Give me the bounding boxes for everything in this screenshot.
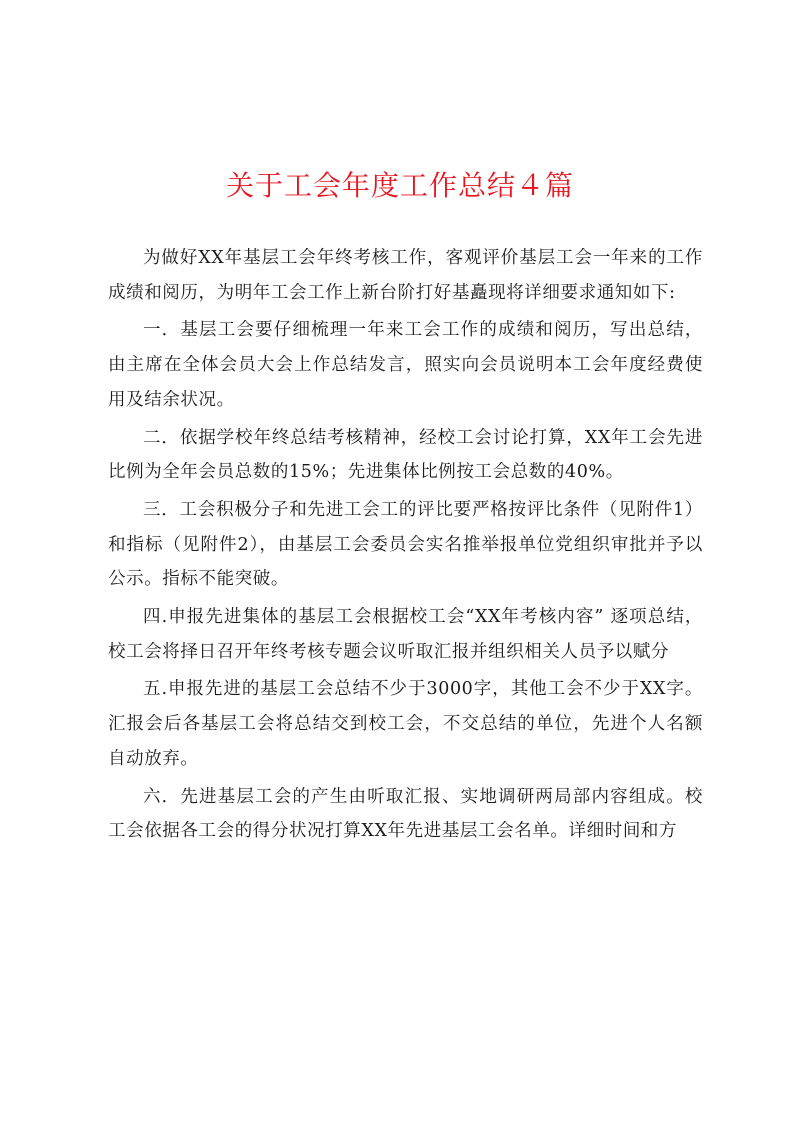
paragraph-item-6: 六．先进基层工会的产生由听取汇报、实地调研两局部内容组成。校工会依据各工会的得分状况打算XX年先进基层工会名单。详细时间和方 — [108, 786, 703, 842]
document-body — [108, 241, 703, 852]
document-title: 关于工会年度工作总结４篇 — [225, 169, 574, 202]
paragraph-item-1: 一．基层工会要仔细梳理一年来工会工作的成绩和阅历，写出总结，由主席在全体会员大会上作总结发言，照实向会员说明本工会年度经费使用及结余状况。 — [108, 320, 703, 410]
paragraph-item-2: 二．依据学校年终总结考核精神，经校工会讨论打算，XX年工会先进比例为全年会员总数的15%；先进集体比例按工会总数的40%。 — [108, 427, 703, 483]
paragraph-item-4: 四.申报先进集体的基层工会根据校工会“XX年考核内容” 逐项总结，校工会将择日召开年终考核专题会议听取汇报并组织相关人员予以赋分 — [108, 607, 703, 662]
paragraph-item-5: 五.申报先进的基层工会总结不少于3000字，其他工会不少于XX字。汇报会后各基层工会将总结交到校工会，不交总结的单位，先进个人名额自动放弃。 — [108, 679, 703, 769]
paragraph-item-3: 三．工会积极分子和先进工会工的评比要严格按评比条件（见附件1）和指标（见附件2），由基层工会委员会实名推举报单位党组织审批并予以公示。指标不能突破。 — [108, 499, 703, 590]
paragraph-intro: 为做好XX年基层工会年终考核工作，客观评价基层工会一年来的工作成绩和阅历，为明年工会工作上新台阶打好基矗现将详细要求通知如下: — [108, 248, 703, 303]
